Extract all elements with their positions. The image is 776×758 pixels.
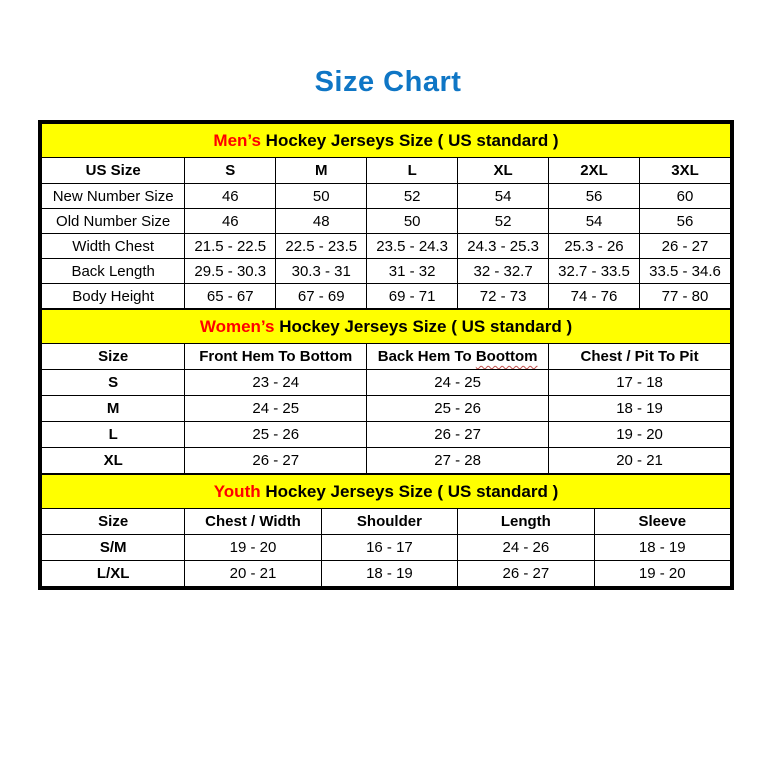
- mens-data-cell: 46: [185, 209, 276, 234]
- mens-data-cell: 52: [458, 209, 549, 234]
- mens-data-cell: 21.5 - 22.5: [185, 234, 276, 259]
- mens-column-header: US Size: [42, 158, 185, 184]
- mens-data-cell: 25.3 - 26: [549, 234, 640, 259]
- womens-data-cell: 18 - 19: [549, 396, 731, 422]
- youth-row-label: S/M: [42, 535, 185, 561]
- mens-data-cell: 50: [276, 184, 367, 209]
- mens-section-title-highlight: Men’s: [213, 130, 261, 150]
- youth-data-cell: 19 - 20: [185, 535, 321, 561]
- mens-data-cell: 72 - 73: [458, 284, 549, 309]
- mens-data-cell: 77 - 80: [640, 284, 731, 309]
- youth-data-cell: 19 - 20: [594, 561, 730, 587]
- womens-data-cell: 23 - 24: [185, 370, 367, 396]
- womens-data-cell: 24 - 25: [185, 396, 367, 422]
- womens-section-title-highlight: Women’s: [199, 316, 275, 336]
- womens-row-label: M: [42, 396, 185, 422]
- mens-data-cell: 67 - 69: [276, 284, 367, 309]
- spellcheck-underlined-word: Boottom: [475, 348, 538, 365]
- mens-data-cell: 48: [276, 209, 367, 234]
- mens-column-header: S: [185, 158, 276, 184]
- youth-data-cell: 18 - 19: [321, 561, 457, 587]
- youth-size-table: [41, 474, 731, 587]
- womens-column-header: Size: [42, 344, 185, 370]
- youth-section-header: [42, 475, 731, 509]
- mens-data-cell: 26 - 27: [640, 234, 731, 259]
- youth-section-title-rest: Hockey Jerseys Size ( US standard ): [260, 481, 559, 501]
- mens-column-header: 2XL: [549, 158, 640, 184]
- mens-data-cell: 74 - 76: [549, 284, 640, 309]
- womens-size-table: [41, 309, 731, 474]
- mens-row-label: Width Chest: [42, 234, 185, 259]
- mens-data-cell: 23.5 - 24.3: [367, 234, 458, 259]
- mens-table-row: [42, 234, 731, 259]
- womens-table-row: [42, 422, 731, 448]
- womens-data-cell: 27 - 28: [367, 448, 549, 474]
- youth-data-cell: 24 - 26: [458, 535, 594, 561]
- mens-row-label: Old Number Size: [42, 209, 185, 234]
- mens-data-cell: 30.3 - 31: [276, 259, 367, 284]
- mens-row-label: New Number Size: [42, 184, 185, 209]
- mens-data-cell: 22.5 - 23.5: [276, 234, 367, 259]
- womens-column-header: Back Hem To Boottom: [367, 344, 549, 370]
- mens-table-row: [42, 209, 731, 234]
- womens-data-cell: 26 - 27: [367, 422, 549, 448]
- mens-data-cell: 33.5 - 34.6: [640, 259, 731, 284]
- womens-row-label: XL: [42, 448, 185, 474]
- womens-table-row: [42, 448, 731, 474]
- mens-table-row: [42, 184, 731, 209]
- page-title: Size Chart: [314, 66, 462, 98]
- mens-table-row: [42, 259, 731, 284]
- mens-column-header: L: [367, 158, 458, 184]
- mens-data-cell: 32.7 - 33.5: [549, 259, 640, 284]
- youth-data-cell: 18 - 19: [594, 535, 730, 561]
- youth-column-header: Length: [458, 509, 594, 535]
- mens-data-cell: 69 - 71: [367, 284, 458, 309]
- mens-data-cell: 52: [367, 184, 458, 209]
- youth-row-label: L/XL: [42, 561, 185, 587]
- womens-section-title-rest: Hockey Jerseys Size ( US standard ): [274, 316, 573, 336]
- youth-column-header: Size: [42, 509, 185, 535]
- womens-row-label: L: [42, 422, 185, 448]
- youth-data-cell: 16 - 17: [321, 535, 457, 561]
- mens-data-cell: 31 - 32: [367, 259, 458, 284]
- mens-data-cell: 65 - 67: [185, 284, 276, 309]
- womens-column-header: Front Hem To Bottom: [185, 344, 367, 370]
- womens-data-cell: 25 - 26: [185, 422, 367, 448]
- womens-data-cell: 20 - 21: [549, 448, 731, 474]
- womens-data-cell: 19 - 20: [549, 422, 731, 448]
- womens-section-header: [42, 310, 731, 344]
- mens-size-table: [41, 123, 731, 309]
- youth-column-header: Shoulder: [321, 509, 457, 535]
- mens-column-header: XL: [458, 158, 549, 184]
- youth-section-title-highlight: Youth: [213, 481, 261, 501]
- mens-column-header: M: [276, 158, 367, 184]
- mens-data-cell: 54: [458, 184, 549, 209]
- mens-data-cell: 60: [640, 184, 731, 209]
- mens-data-cell: 54: [549, 209, 640, 234]
- womens-data-cell: 17 - 18: [549, 370, 731, 396]
- mens-column-header: 3XL: [640, 158, 731, 184]
- size-chart: [38, 120, 734, 590]
- womens-table-row: [42, 396, 731, 422]
- mens-data-cell: 56: [549, 184, 640, 209]
- mens-data-cell: 46: [185, 184, 276, 209]
- womens-data-cell: 26 - 27: [185, 448, 367, 474]
- mens-table-row: [42, 284, 731, 309]
- womens-column-header: Chest / Pit To Pit: [549, 344, 731, 370]
- mens-row-label: Back Length: [42, 259, 185, 284]
- youth-table-row: [42, 561, 731, 587]
- youth-column-header: Sleeve: [594, 509, 730, 535]
- mens-data-cell: 24.3 - 25.3: [458, 234, 549, 259]
- mens-row-label: Body Height: [42, 284, 185, 309]
- mens-data-cell: 29.5 - 30.3: [185, 259, 276, 284]
- womens-row-label: S: [42, 370, 185, 396]
- womens-data-cell: 24 - 25: [367, 370, 549, 396]
- mens-section-title-rest: Hockey Jerseys Size ( US standard ): [260, 130, 559, 150]
- youth-table-row: [42, 535, 731, 561]
- youth-data-cell: 20 - 21: [185, 561, 321, 587]
- youth-column-header: Chest / Width: [185, 509, 321, 535]
- youth-data-cell: 26 - 27: [458, 561, 594, 587]
- mens-data-cell: 56: [640, 209, 731, 234]
- mens-data-cell: 32 - 32.7: [458, 259, 549, 284]
- mens-section-header: [42, 124, 731, 158]
- womens-table-row: [42, 370, 731, 396]
- womens-data-cell: 25 - 26: [367, 396, 549, 422]
- mens-data-cell: 50: [367, 209, 458, 234]
